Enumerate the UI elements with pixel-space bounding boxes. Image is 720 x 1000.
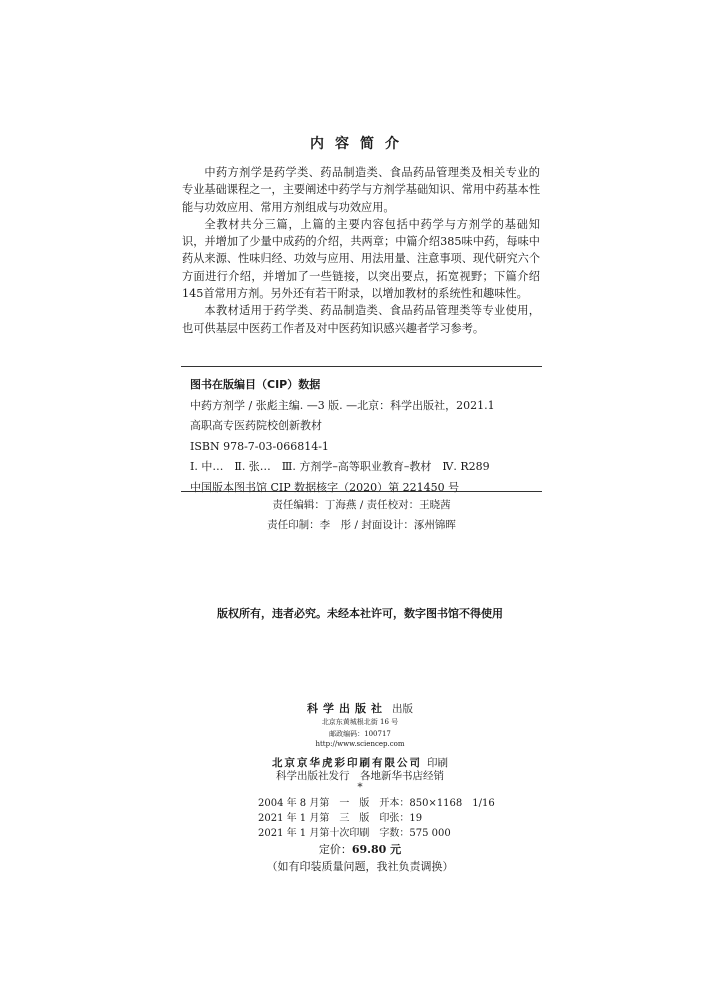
cip-top-rule [181,366,542,367]
stats-line: 2004 年 8 月第 一 版 开本：850×1168 1/16 [258,798,495,809]
price-line [0,841,720,857]
price-label: 定价： [318,843,352,856]
publisher-line [0,697,720,716]
staff-production: 责任印制：李 彤 / 封面设计：涿州锦晖 [267,519,456,531]
edition-stats [258,796,495,842]
staff-editors: 责任编辑：丁海燕 / 责任校对：王晓茜 [272,499,451,511]
printer-suffix: 印刷 [427,757,449,769]
cip-line: 中国版本图书馆 CIP 数据核字（2020）第 221450 号 [190,480,460,494]
publisher-address: 北京东黄城根北街 16 号 [321,718,399,726]
publisher-name: 科学出版社 [306,702,387,715]
cip-block [190,375,495,498]
publisher-suffix: 出版 [392,703,414,715]
cip-line: Ⅰ. 中… Ⅱ. 张… Ⅲ. 方剂学–高等职业教育–教材 Ⅳ. R289 [190,460,490,473]
cip-heading: 图书在版编目（CIP）数据 [190,378,321,391]
stats-line: 2021 年 1 月第 三 版 印张：19 [258,813,423,825]
publisher-postcode: 邮政编码：100717 [329,730,391,738]
summary-paragraph: 本教材适用于药学类、药品制造类、食品药品管理类等专业使用，也可供基层中医药工作者及对中医药知识感兴趣者学习参考。 [182,304,540,335]
summary-body [182,164,540,337]
summary-paragraph: 全教材共分三篇，上篇的主要内容包括中药学与方剂学的基础知识，并增加了少量中成药的介绍，共两章；中篇介绍385味中药，每味中药从来源、性味归经、功效与应用、用法用量、注意事项、现代研究六个方面进行介绍，并增加了一些链接，以突出要点，拓宽视野；下篇介绍145首常用方剂。另外还有若干附录，以增加教材的系统性和趣味性。 [182,217,541,301]
summary-title: 内容简介 [310,136,410,152]
separator-star: * [357,781,363,793]
cip-bottom-rule [181,491,542,492]
cip-line: ISBN 978-7-03-066814-1 [190,439,329,453]
cip-line: 高职高专医药院校创新教材 [190,419,322,432]
stats-line: 2021 年 1 月第十次印刷 字数：575 000 [258,828,451,840]
summary-paragraph: 中药方剂学是药学类、药品制造类、食品药品管理类及相关专业的专业基础课程之一，主要阐述中药学与方剂学基础知识、常用中药基本性能与功效应用、常用方剂组成与功效应用。 [182,166,541,214]
copyright-notice: 版权所有，违者必究。未经本社许可，数字图书馆不得使用 [217,607,503,620]
quality-note: （如有印装质量问题，我社负责调换） [266,860,454,873]
distribution-line: 科学出版社发行 各地新华书店经销 [276,770,444,782]
cip-line: 中药方剂学 / 张彪主编. —3 版. —北京：科学出版社，2021.1 [190,398,495,412]
printer-name: 北京京华虎彩印刷有限公司 [271,757,422,769]
publisher-url: http://www.sciencep.com [315,740,405,748]
price-value: 69.80 元 [351,843,402,856]
